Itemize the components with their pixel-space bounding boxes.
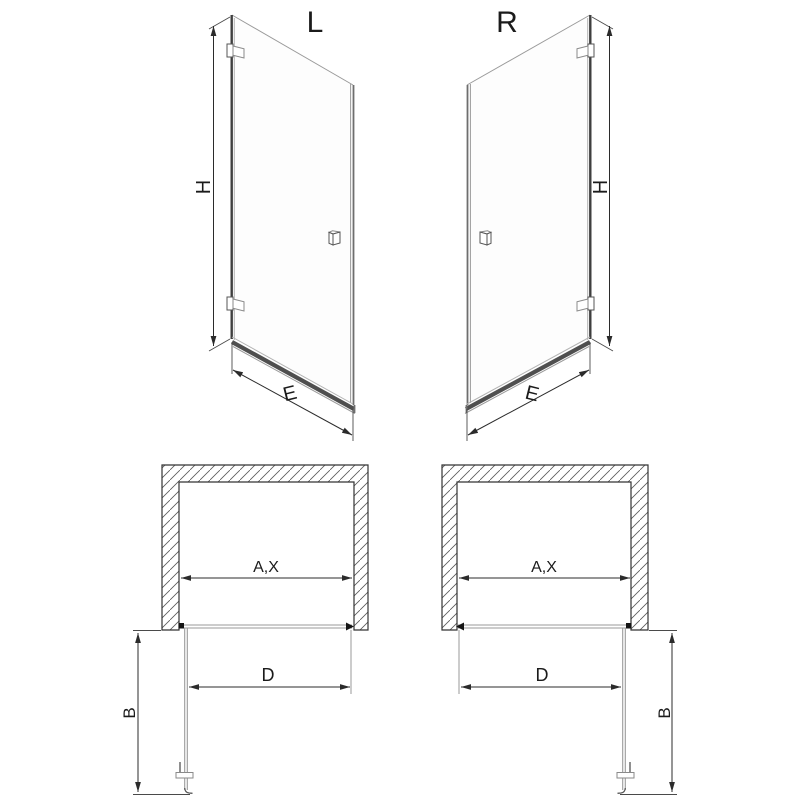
door-closed-position [456, 623, 632, 631]
label-opening: A,X [253, 559, 279, 576]
handle-bar [617, 773, 634, 779]
dim-stub [209, 17, 230, 29]
hinge-pivot [179, 623, 185, 629]
dimension-passage [189, 630, 351, 694]
door-glass [232, 15, 353, 404]
door-bottom-cap [618, 788, 626, 793]
door-handle [480, 231, 491, 245]
wall-section [162, 465, 368, 630]
door-closed-position [179, 623, 355, 631]
dimension-opening [181, 559, 352, 578]
elevation-right-door [465, 6, 613, 441]
plan-right [442, 465, 677, 795]
label-passage: D [535, 665, 549, 685]
handle-front-face [333, 232, 340, 245]
door-handle [329, 231, 340, 245]
dimension-height [193, 17, 230, 351]
hinge-body [588, 297, 594, 310]
door-open-position [617, 628, 634, 793]
label-variant-right: R [496, 6, 518, 39]
handle-front-face [480, 232, 487, 245]
label-width: E [522, 381, 542, 407]
wall-section [442, 465, 648, 630]
dim-stub [209, 339, 230, 351]
dimension-passage [459, 630, 621, 694]
label-depth: B [655, 707, 674, 719]
handle-side-face [487, 232, 491, 245]
label-width: E [280, 381, 300, 407]
plan-left [120, 465, 368, 795]
hinge-pivot [626, 623, 632, 629]
handle-side-face [329, 232, 333, 245]
hinge-body [227, 44, 233, 57]
latch-marker [346, 623, 354, 631]
door-open-position [176, 628, 193, 793]
label-height: H [193, 179, 215, 195]
hinge-body [588, 44, 594, 57]
door-glass [467, 15, 590, 404]
dimension-opening [459, 559, 630, 578]
elevation-left-door [193, 6, 355, 441]
label-height: H [590, 179, 612, 195]
hinge-body [227, 297, 233, 310]
label-passage: D [261, 665, 275, 685]
handle-bar [176, 773, 193, 779]
label-opening: A,X [531, 559, 557, 576]
door-bottom-cap [185, 788, 193, 793]
label-depth: B [120, 707, 139, 719]
dimension-depth [620, 631, 677, 795]
label-variant-left: L [306, 6, 324, 39]
